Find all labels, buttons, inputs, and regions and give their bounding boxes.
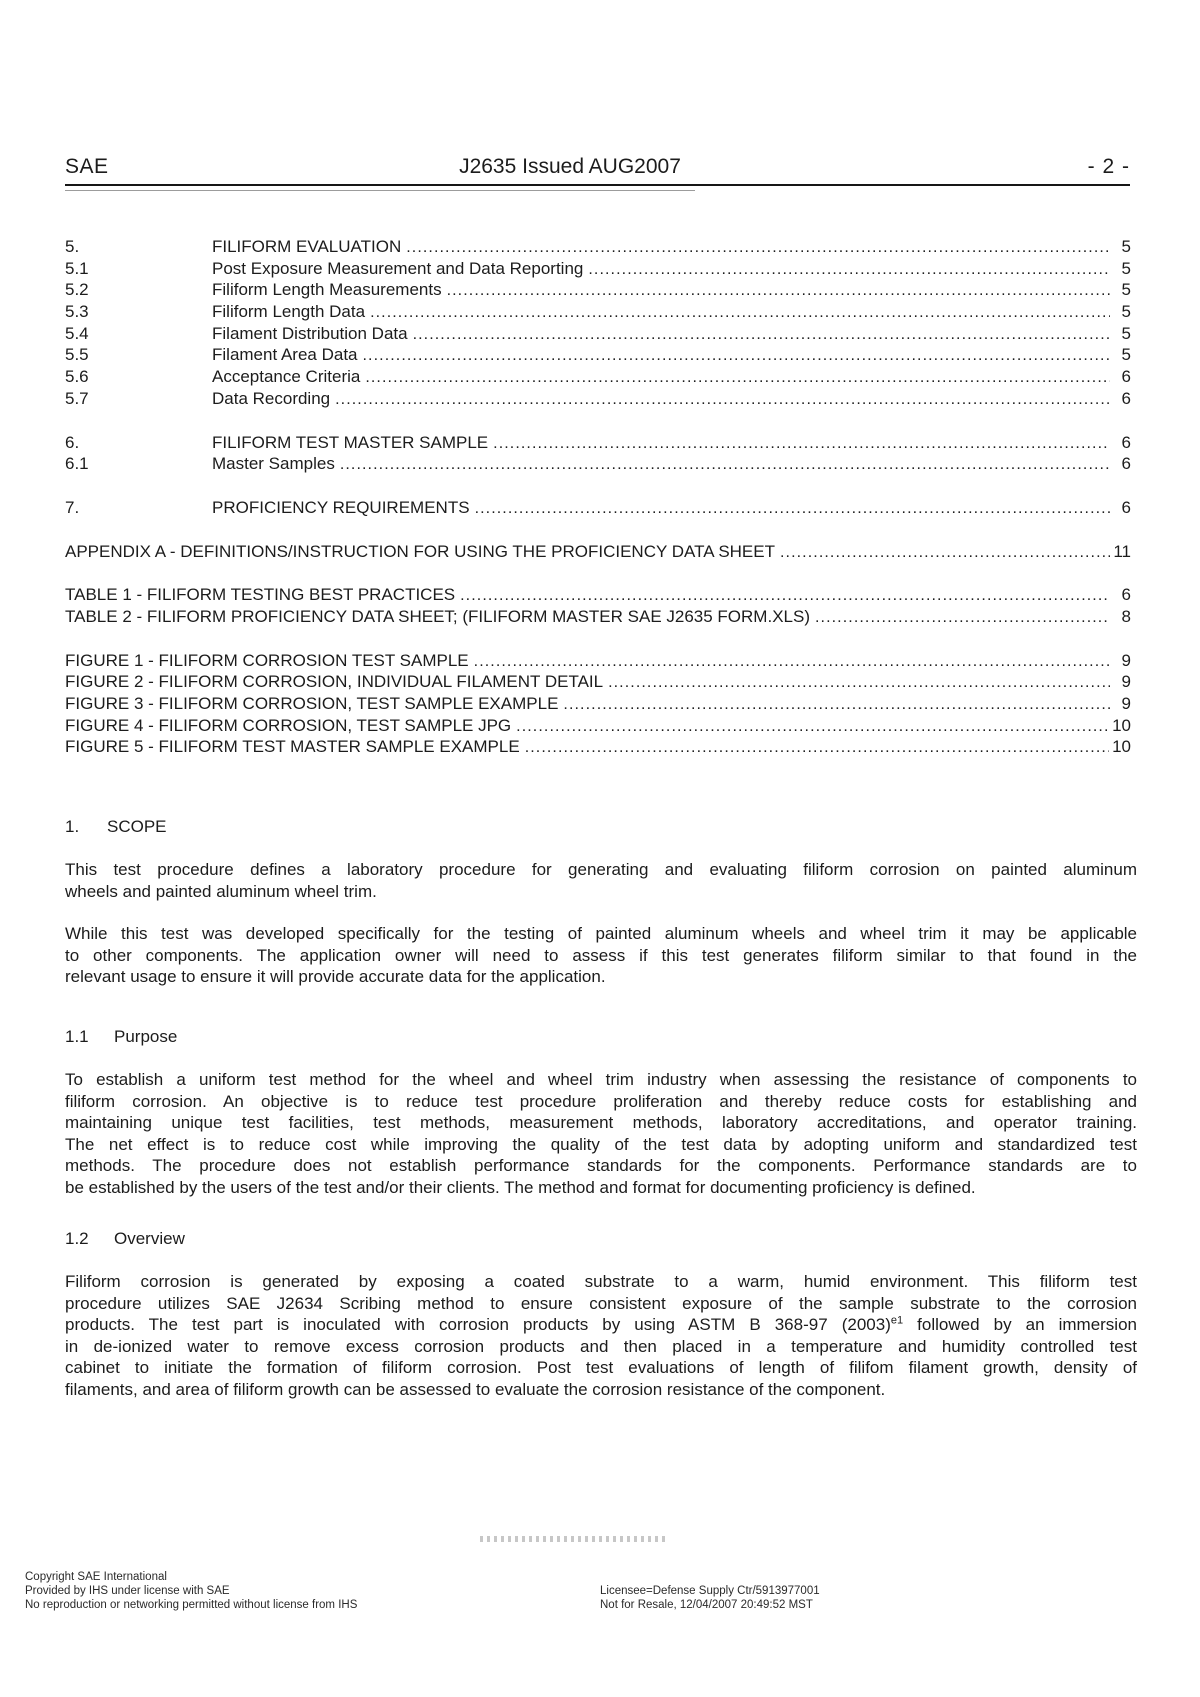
toc-entry-title: FIGURE 5 - FILIFORM TEST MASTER SAMPLE EXAMPLE — [65, 737, 520, 757]
header-rule — [65, 184, 1130, 186]
toc-page-number: 6 — [1121, 497, 1131, 517]
text-line: Copyright SAE International — [25, 1571, 167, 1583]
toc-entry-number: 5.6 — [65, 367, 89, 387]
header-document-title: J2635 Issued AUG2007 — [459, 155, 681, 178]
toc-row — [65, 542, 1131, 564]
toc-page-number: 5 — [1121, 345, 1131, 365]
toc-page-number: 10 — [1112, 715, 1131, 735]
toc-dot-leader — [413, 324, 1110, 344]
toc-entry-title: TABLE 1 - FILIFORM TESTING BEST PRACTICES — [65, 585, 456, 605]
toc-row — [65, 716, 1131, 738]
text-line: cabinet to initiate the formation of filiform corrosion. Post test evaluations of length of filifom filament growth, density of — [65, 1358, 1137, 1377]
toc-row — [65, 694, 1131, 716]
toc-page-number: 6 — [1121, 432, 1131, 452]
toc-page-number: 9 — [1121, 672, 1131, 692]
toc-dot-leader — [365, 367, 1110, 387]
toc-dot-leader — [363, 345, 1110, 365]
text-line: Not for Resale, 12/04/2007 20:49:52 MST — [600, 1599, 813, 1611]
toc-entry-title: FIGURE 1 - FILIFORM CORROSION TEST SAMPLE — [65, 650, 469, 670]
toc-row — [65, 302, 1131, 324]
purpose-paragraph — [65, 1070, 1137, 1199]
toc-entry-title: Post Exposure Measurement and Data Reporting — [212, 258, 584, 278]
toc-entry-number: 7. — [65, 497, 80, 517]
toc-group — [65, 498, 1131, 520]
text-line: maintaining unique test facilities, test methods, measurement methods, laboratory accreditations, and operator training. — [65, 1113, 1137, 1132]
text-line: Licensee=Defense Supply Ctr/5913977001 — [600, 1585, 820, 1597]
toc-page-number: 9 — [1121, 694, 1131, 713]
toc-page-number: 6 — [1121, 367, 1131, 387]
toc-page-number: 6 — [1121, 454, 1131, 474]
toc-page-number: 10 — [1112, 737, 1131, 757]
text-line: methods. The procedure does not establish performance standards for the components. Performance standards are to — [65, 1156, 1137, 1175]
toc-entry-title: FILIFORM EVALUATION — [212, 237, 402, 256]
toc-dot-leader — [525, 737, 1109, 757]
toc-dot-leader — [406, 237, 1110, 257]
toc-entry-number: 6. — [65, 432, 80, 452]
text-line: filiform corrosion. An objective is to reduce test procedure proliferation and thereby reduce costs for establishing and — [65, 1091, 1137, 1111]
toc-entry-title: Filiform Length Measurements — [212, 280, 442, 300]
text-line: To establish a uniform test method for the wheel and wheel trim industry when assessing the resistance of components to — [65, 1070, 1137, 1089]
section-title: Overview — [114, 1229, 185, 1248]
table-of-contents — [65, 237, 1131, 759]
toc-entry-title: Acceptance Criteria — [212, 367, 361, 387]
footer-license-block — [600, 1584, 820, 1612]
toc-row — [65, 280, 1131, 302]
section-number: 1.2 — [65, 1229, 89, 1248]
text-line: No reproduction or networking permitted without license from IHS — [25, 1599, 358, 1611]
footer-copyright-block — [25, 1570, 357, 1612]
toc-row — [65, 324, 1131, 346]
toc-entry-number: 5.5 — [65, 345, 89, 365]
toc-row — [65, 607, 1131, 629]
toc-dot-leader — [475, 498, 1110, 518]
text-line: products. The test part is inoculated with corrosion products by using ASTM B 368-97 $(2003)^{e1}$ followed by an immersion — [65, 1315, 1137, 1334]
text-line: to other components. The application owner will need to assess if this test generates filiform similar to that found in the — [65, 945, 1137, 965]
toc-page-number: 5 — [1121, 258, 1131, 278]
toc-row — [65, 498, 1131, 520]
toc-page-number: 8 — [1121, 606, 1131, 626]
text-line: procedure utilizes SAE J2634 Scribing method to ensure consistent exposure of the sample substrate to the corrosion — [65, 1293, 1137, 1313]
scope-paragraph-1 — [65, 860, 1137, 903]
text-line: in de-ionized water to remove excess corrosion products and then placed in a temperature and humidity controlled test — [65, 1336, 1137, 1356]
toc-row — [65, 345, 1131, 367]
section-title: SCOPE — [107, 817, 167, 836]
text-line: wheels and painted aluminum wheel trim. — [65, 881, 377, 901]
toc-entry-title: Master Samples — [212, 454, 335, 474]
toc-entry-title: Filiform Length Data — [212, 302, 366, 322]
scan-smudge-artifact — [480, 1536, 667, 1542]
toc-row — [65, 367, 1131, 389]
toc-row — [65, 585, 1131, 607]
toc-row — [65, 237, 1131, 259]
toc-dot-leader — [563, 694, 1110, 714]
toc-entry-title: Data Recording — [212, 388, 331, 408]
toc-page-number: 6 — [1121, 585, 1131, 605]
section-number: 1.1 — [65, 1027, 89, 1046]
toc-page-number: 9 — [1121, 650, 1131, 670]
toc-group — [65, 433, 1131, 476]
toc-entry-title: FIGURE 3 - FILIFORM CORROSION, TEST SAMPLE EXAMPLE — [65, 694, 559, 713]
text-line: be established by the users of the test and/or their clients. The method and format for documenting proficiency is defined. — [65, 1177, 976, 1197]
toc-dot-leader — [335, 389, 1110, 409]
toc-dot-leader — [340, 454, 1110, 474]
toc-dot-leader — [588, 259, 1110, 279]
section-heading-overview — [65, 1229, 185, 1249]
toc-row — [65, 389, 1131, 411]
toc-group — [65, 542, 1131, 564]
toc-row — [65, 651, 1131, 673]
text-line: This test procedure defines a laboratory procedure for generating and evaluating filiform corrosion on painted aluminum — [65, 860, 1137, 879]
toc-dot-leader — [516, 716, 1109, 736]
toc-row — [65, 672, 1131, 694]
section-title: Purpose — [114, 1027, 178, 1046]
overview-paragraph — [65, 1272, 1137, 1401]
toc-entry-number: 5.4 — [65, 323, 89, 343]
toc-dot-leader — [447, 280, 1110, 300]
toc-row — [65, 259, 1131, 281]
section-heading-purpose — [65, 1027, 177, 1047]
toc-dot-leader — [460, 585, 1110, 605]
toc-entry-number: 5.2 — [65, 280, 89, 300]
text-line: filaments, and area of filiform growth can be assessed to evaluate the corrosion resistance of the component. — [65, 1379, 886, 1399]
scope-paragraph-2 — [65, 924, 1137, 989]
toc-entry-title: FIGURE 2 - FILIFORM CORROSION, INDIVIDUAL FILAMENT DETAIL — [65, 672, 604, 692]
toc-row — [65, 454, 1131, 476]
text-line: relevant usage to ensure it will provide accurate data for the application. — [65, 967, 606, 986]
text-line: The net effect is to reduce cost while improving the quality of the test data by adopting uniform and standardized test — [65, 1134, 1137, 1154]
toc-dot-leader — [815, 607, 1110, 627]
section-heading-scope — [65, 817, 167, 837]
text-line: Provided by IHS under license with SAE — [25, 1585, 230, 1597]
toc-entry-title: Filament Area Data — [212, 345, 358, 365]
toc-entry-title: FIGURE 4 - FILIFORM CORROSION, TEST SAMPLE JPG — [65, 715, 512, 735]
toc-entry-title: TABLE 2 - FILIFORM PROFICIENCY DATA SHEET; (FILIFORM MASTER SAE J2635 FORM.XLS) — [65, 606, 810, 626]
toc-dot-leader — [474, 651, 1110, 671]
toc-page-number: 5 — [1121, 280, 1131, 300]
toc-entry-title: PROFICIENCY REQUIREMENTS — [212, 497, 470, 517]
toc-dot-leader — [780, 542, 1110, 562]
toc-entry-title: Filament Distribution Data — [212, 323, 408, 343]
toc-entry-title: APPENDIX A - DEFINITIONS/INSTRUCTION FOR USING THE PROFICIENCY DATA SHEET — [65, 541, 775, 561]
toc-entry-number: 5.3 — [65, 302, 89, 322]
toc-entry-number: 6.1 — [65, 454, 89, 474]
toc-entry-number: 5. — [65, 237, 80, 256]
toc-entry-title: FILIFORM TEST MASTER SAMPLE — [212, 432, 489, 452]
toc-page-number: 5 — [1121, 237, 1131, 256]
text-line: Filiform corrosion is generated by exposing a coated substrate to a warm, humid environment. This filiform test — [65, 1272, 1137, 1291]
toc-group — [65, 585, 1131, 628]
toc-dot-leader — [370, 302, 1110, 322]
text-line: While this test was developed specifically for the testing of painted aluminum wheels and wheel trim it may be applicable — [65, 924, 1137, 943]
header-page-number: - 2 - — [1087, 155, 1130, 178]
superscript-note: e1 — [890, 1315, 904, 1327]
toc-group — [65, 651, 1131, 759]
header-brand: SAE — [65, 155, 109, 178]
toc-row — [65, 433, 1131, 455]
toc-page-number: 5 — [1121, 302, 1131, 322]
toc-page-number: 11 — [1113, 541, 1131, 561]
section-number: 1. — [65, 817, 80, 836]
toc-page-number: 6 — [1121, 388, 1131, 408]
header-rule-scan-ghost — [65, 190, 695, 191]
toc-dot-leader — [608, 672, 1110, 692]
toc-dot-leader — [493, 433, 1110, 453]
toc-entry-number: 5.1 — [65, 258, 89, 278]
toc-entry-number: 5.7 — [65, 388, 89, 408]
toc-page-number: 5 — [1121, 323, 1131, 343]
toc-group — [65, 237, 1131, 411]
toc-row — [65, 737, 1131, 759]
